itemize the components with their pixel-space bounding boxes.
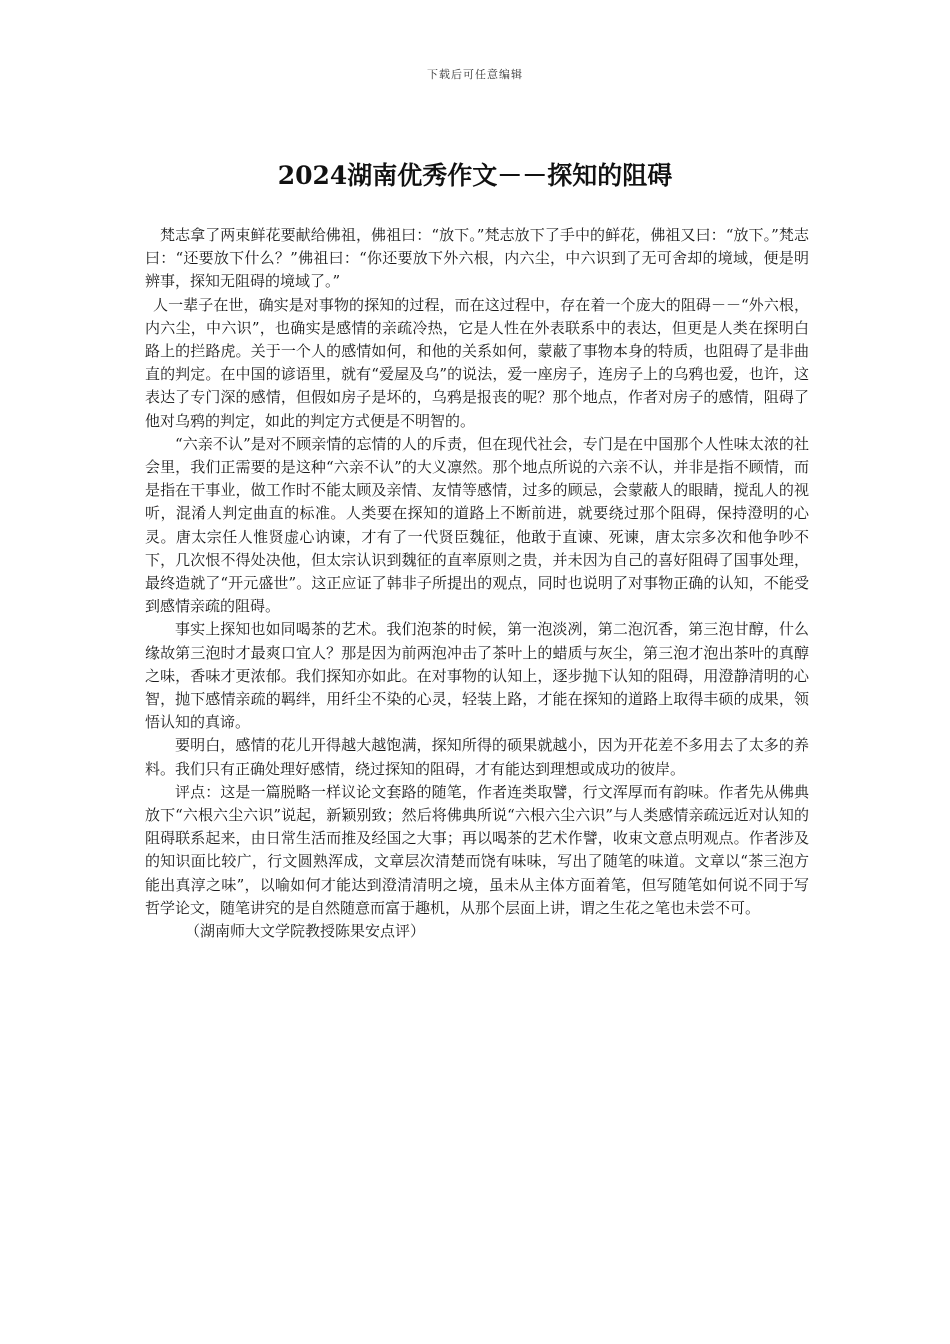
header-note: 下载后可任意编辑 <box>427 68 523 81</box>
paragraph-3: “六亲不认”是对不顾亲情的忘情的人的斥责，但在现代社会，专门是在中国那个人性味太浓的社会里，我们正需要的是这种“六亲不认”的大义凛然。那个地点所说的六亲不认，并非是指不顾情，而是指在干事业，做工作时不能太顾及亲情、友情等感情，过多的顾忌，会蒙蔽人的眼睛，搅乱人的视听，混淆人判定曲直的标准。人类要在探知的道路上不断前进，就要绕过那个阻碍，保持澄明的心灵。唐太宗任人惟贤虚心讷谏，才有了一代贤臣魏征，他敢于直谏、死谏，唐太宗多次和他争吵不下，几次恨不得处决他，但太宗认识到魏征的直率原则之贵，并未因为自己的喜好阻碍了国事处理，最终造就了“开元盛世”。这正应证了韩非子所提出的观点，同时也说明了对事物正确的认知，不能受到感情亲疏的阻碍。 <box>145 434 809 616</box>
paragraph-1: 梵志拿了两束鲜花要献给佛祖，佛祖曰：“放下。”梵志放下了手中的鲜花，佛祖又曰：“放下。”梵志曰：“还要放下什么？”佛祖曰：“你还要放下外六根，内六尘，中六识到了无可舍却的境域，便是明辨事，探知无阻碍的境域了。” <box>145 226 809 291</box>
document-body <box>145 224 809 943</box>
paragraph-5: 要明白，感情的花儿开得越大越饱满，探知所得的硕果就越小，因为开花差不多用去了太多的养料。我们只有正确处理好感情，绕过探知的阻碍，才有能达到理想或成功的彼岸。 <box>145 736 809 778</box>
commentary-signature: （湖南师大文学院教授陈果安点评） <box>185 922 426 941</box>
document-title: 2024湖南优秀作文－－探知的阻碍 <box>277 161 673 190</box>
commentary-paragraph: 评点：这是一篇脱略一样议论文套路的随笔，作者连类取譬，行文浑厚而有韵味。作者先从佛典放下“六根六尘六识”说起，新颖别致；然后将佛典所说“六根六尘六识”与人类感情亲疏远近对认知的阻碍联系起来，由日常生活而推及经国之大事；再以喝茶的艺术作譬，收束文意点明观点。作者涉及的知识面比较广，行文圆熟浑成，文章层次清楚而饶有味味，写出了随笔的味道。文章以“茶三泡方能出真淳之味”，以喻如何才能达到澄清清明之境，虽未从主体方面着笔，但写随笔如何说不同于写哲学论文，随笔讲究的是自然随意而富于趣机，从那个层面上讲，谓之生花之笔也未尝不可。 <box>145 782 809 917</box>
paragraph-4: 事实上探知也如同喝茶的艺术。我们泡茶的时候，第一泡淡冽，第二泡沉香，第三泡甘醇，什么缘故第三泡时才最爽口宜人？那是因为前两泡冲击了茶叶上的蜡质与灰尘，第三泡才泡出茶叶的真醇之味，香味才更浓郁。我们探知亦如此。在对事物的认知上，逐步抛下认知的阻碍，用澄静清明的心智，抛下感情亲疏的羁绊，用纤尘不染的心灵，轻装上路，才能在探知的道路上取得丰硕的成果，领悟认知的真谛。 <box>145 620 809 732</box>
paragraph-2: 人一辈子在世，确实是对事物的探知的过程，而在这过程中，存在着一个庞大的阻碍－－“外六根，内六尘，中六识”，也确实是感情的亲疏冷热，它是人性在外表联系中的表达，但更是人类在探明白路上的拦路虎。关于一个人的感情如何，和他的关系如何，蒙蔽了事物本身的特质，也阻碍了是非曲直的判定。在中国的谚语里，就有“爱屋及乌”的说法，爱一座房子，连房子上的乌鸦也爱，也许，这表达了专门深的感情，但假如房子是坏的，乌鸦是报丧的呢？那个地点，作者对房子的感情，阻碍了他对乌鸦的判定，如此的判定方式便是不明智的。 <box>145 295 809 430</box>
